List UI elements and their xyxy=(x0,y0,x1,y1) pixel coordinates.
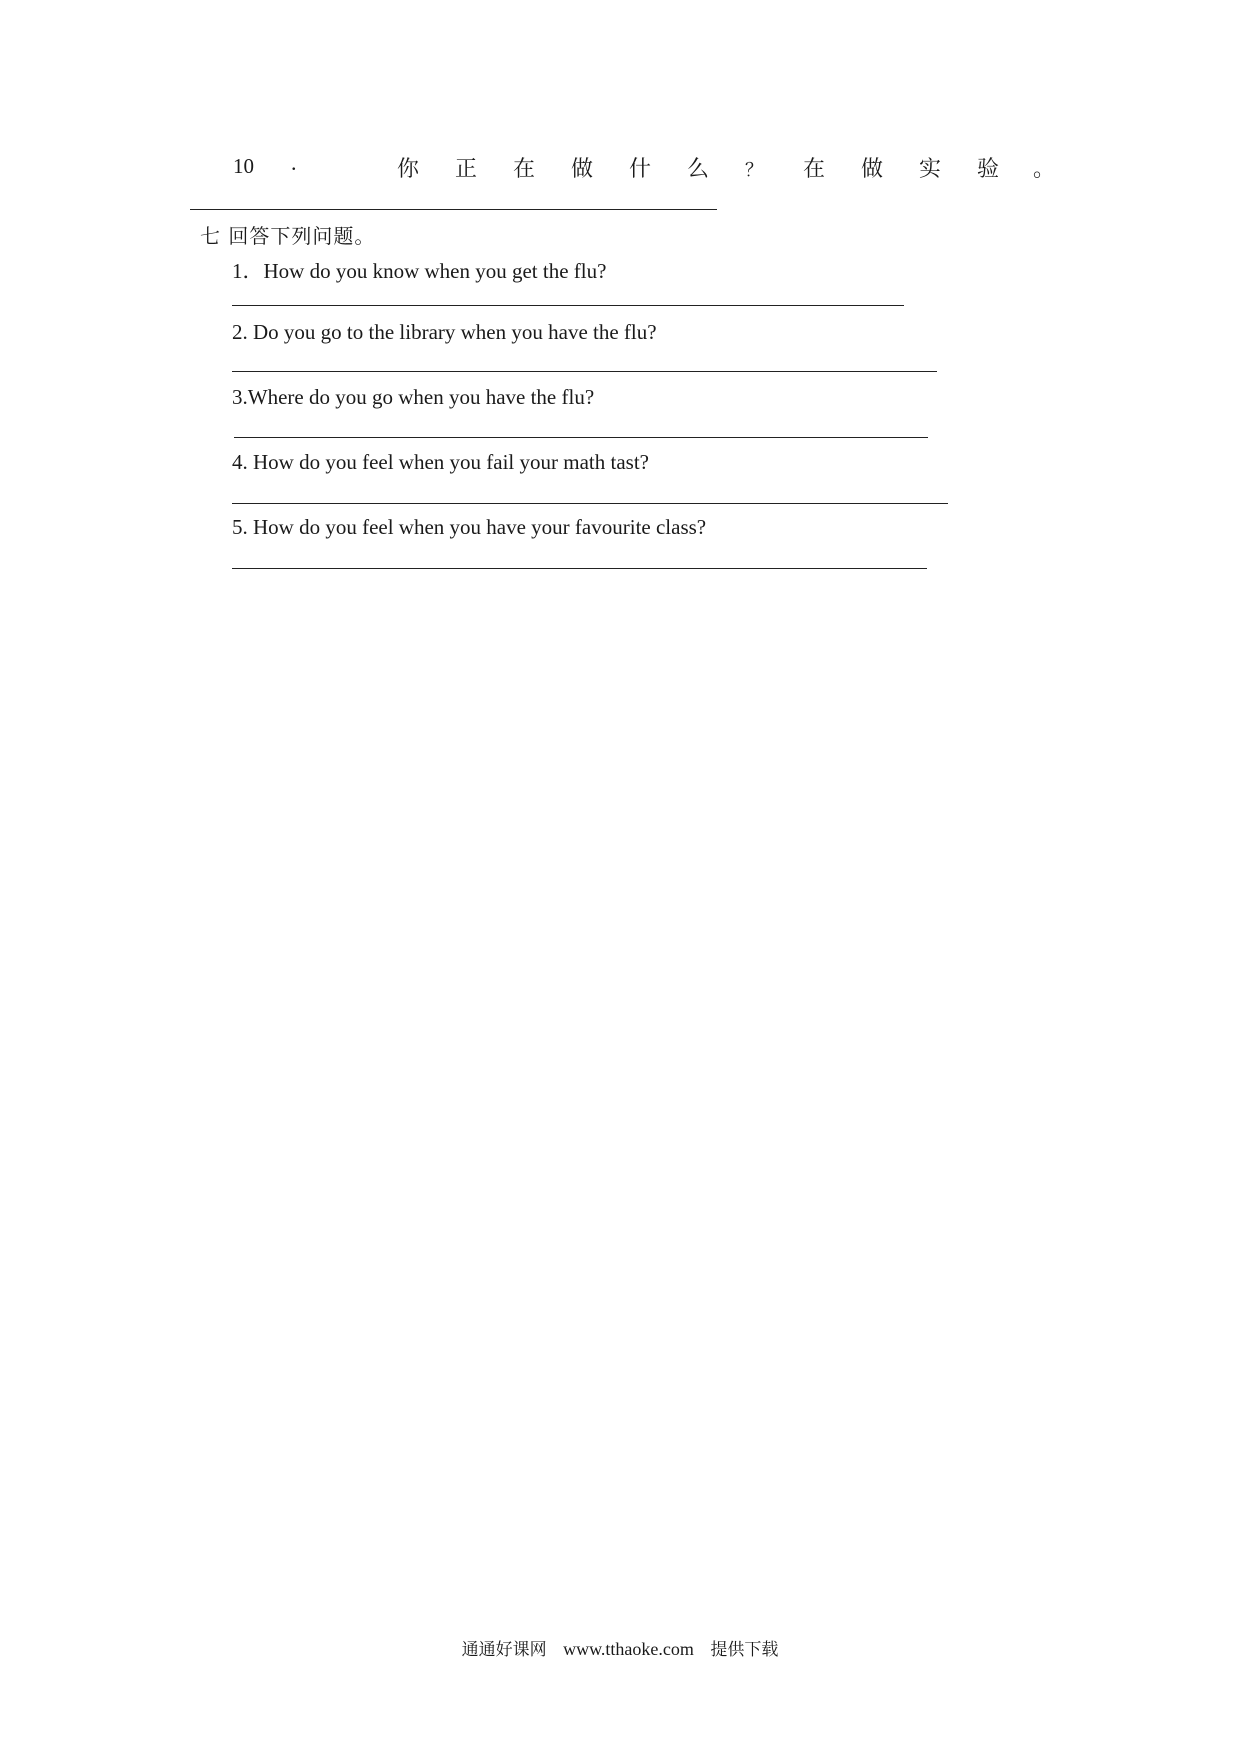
item-10-char: 做 xyxy=(571,157,594,182)
item-10-dot: . xyxy=(291,150,297,175)
answer-line-5[interactable] xyxy=(232,568,927,569)
footer-suffix: 提供下载 xyxy=(710,1640,779,1660)
answer-line-2[interactable] xyxy=(232,371,937,372)
item-10-char: 实 xyxy=(919,157,942,182)
item-10-answer-line[interactable] xyxy=(190,209,717,210)
item-10-char: ？ xyxy=(745,160,763,181)
item-10-char: 正 xyxy=(455,157,478,182)
answer-line-3[interactable] xyxy=(234,437,928,438)
question-4: 4. How do you feel when you fail your math tast? xyxy=(232,450,649,474)
footer-url: www.tthaoke.com xyxy=(563,1639,694,1659)
footer-site-name: 通通好课网 xyxy=(461,1640,547,1660)
item-10-prompt xyxy=(233,150,1056,182)
question-1: 1．How do you know when you get the flu? xyxy=(232,259,607,283)
item-10-number: 10 xyxy=(233,154,254,178)
question-2: 2. Do you go to the library when you have the flu? xyxy=(232,320,657,344)
item-10-char: 在 xyxy=(803,157,826,182)
answer-line-1[interactable] xyxy=(232,305,904,306)
item-10-char: 验 xyxy=(977,157,1000,182)
item-10-char: 你 xyxy=(397,157,420,182)
item-10-char: 么 xyxy=(687,157,710,182)
item-10-char: 做 xyxy=(861,157,884,182)
question-3: 3.Where do you go when you have the flu? xyxy=(232,385,595,409)
item-10-char: 什 xyxy=(629,157,652,182)
answer-line-4[interactable] xyxy=(232,503,948,504)
item-10-char: 在 xyxy=(513,157,536,182)
question-5: 5. How do you feel when you have your favourite class? xyxy=(232,515,707,539)
section-title: 七 回答下列问题。 xyxy=(200,224,376,248)
item-10-char: 。 xyxy=(1033,157,1056,182)
page-footer xyxy=(0,1635,1240,1660)
